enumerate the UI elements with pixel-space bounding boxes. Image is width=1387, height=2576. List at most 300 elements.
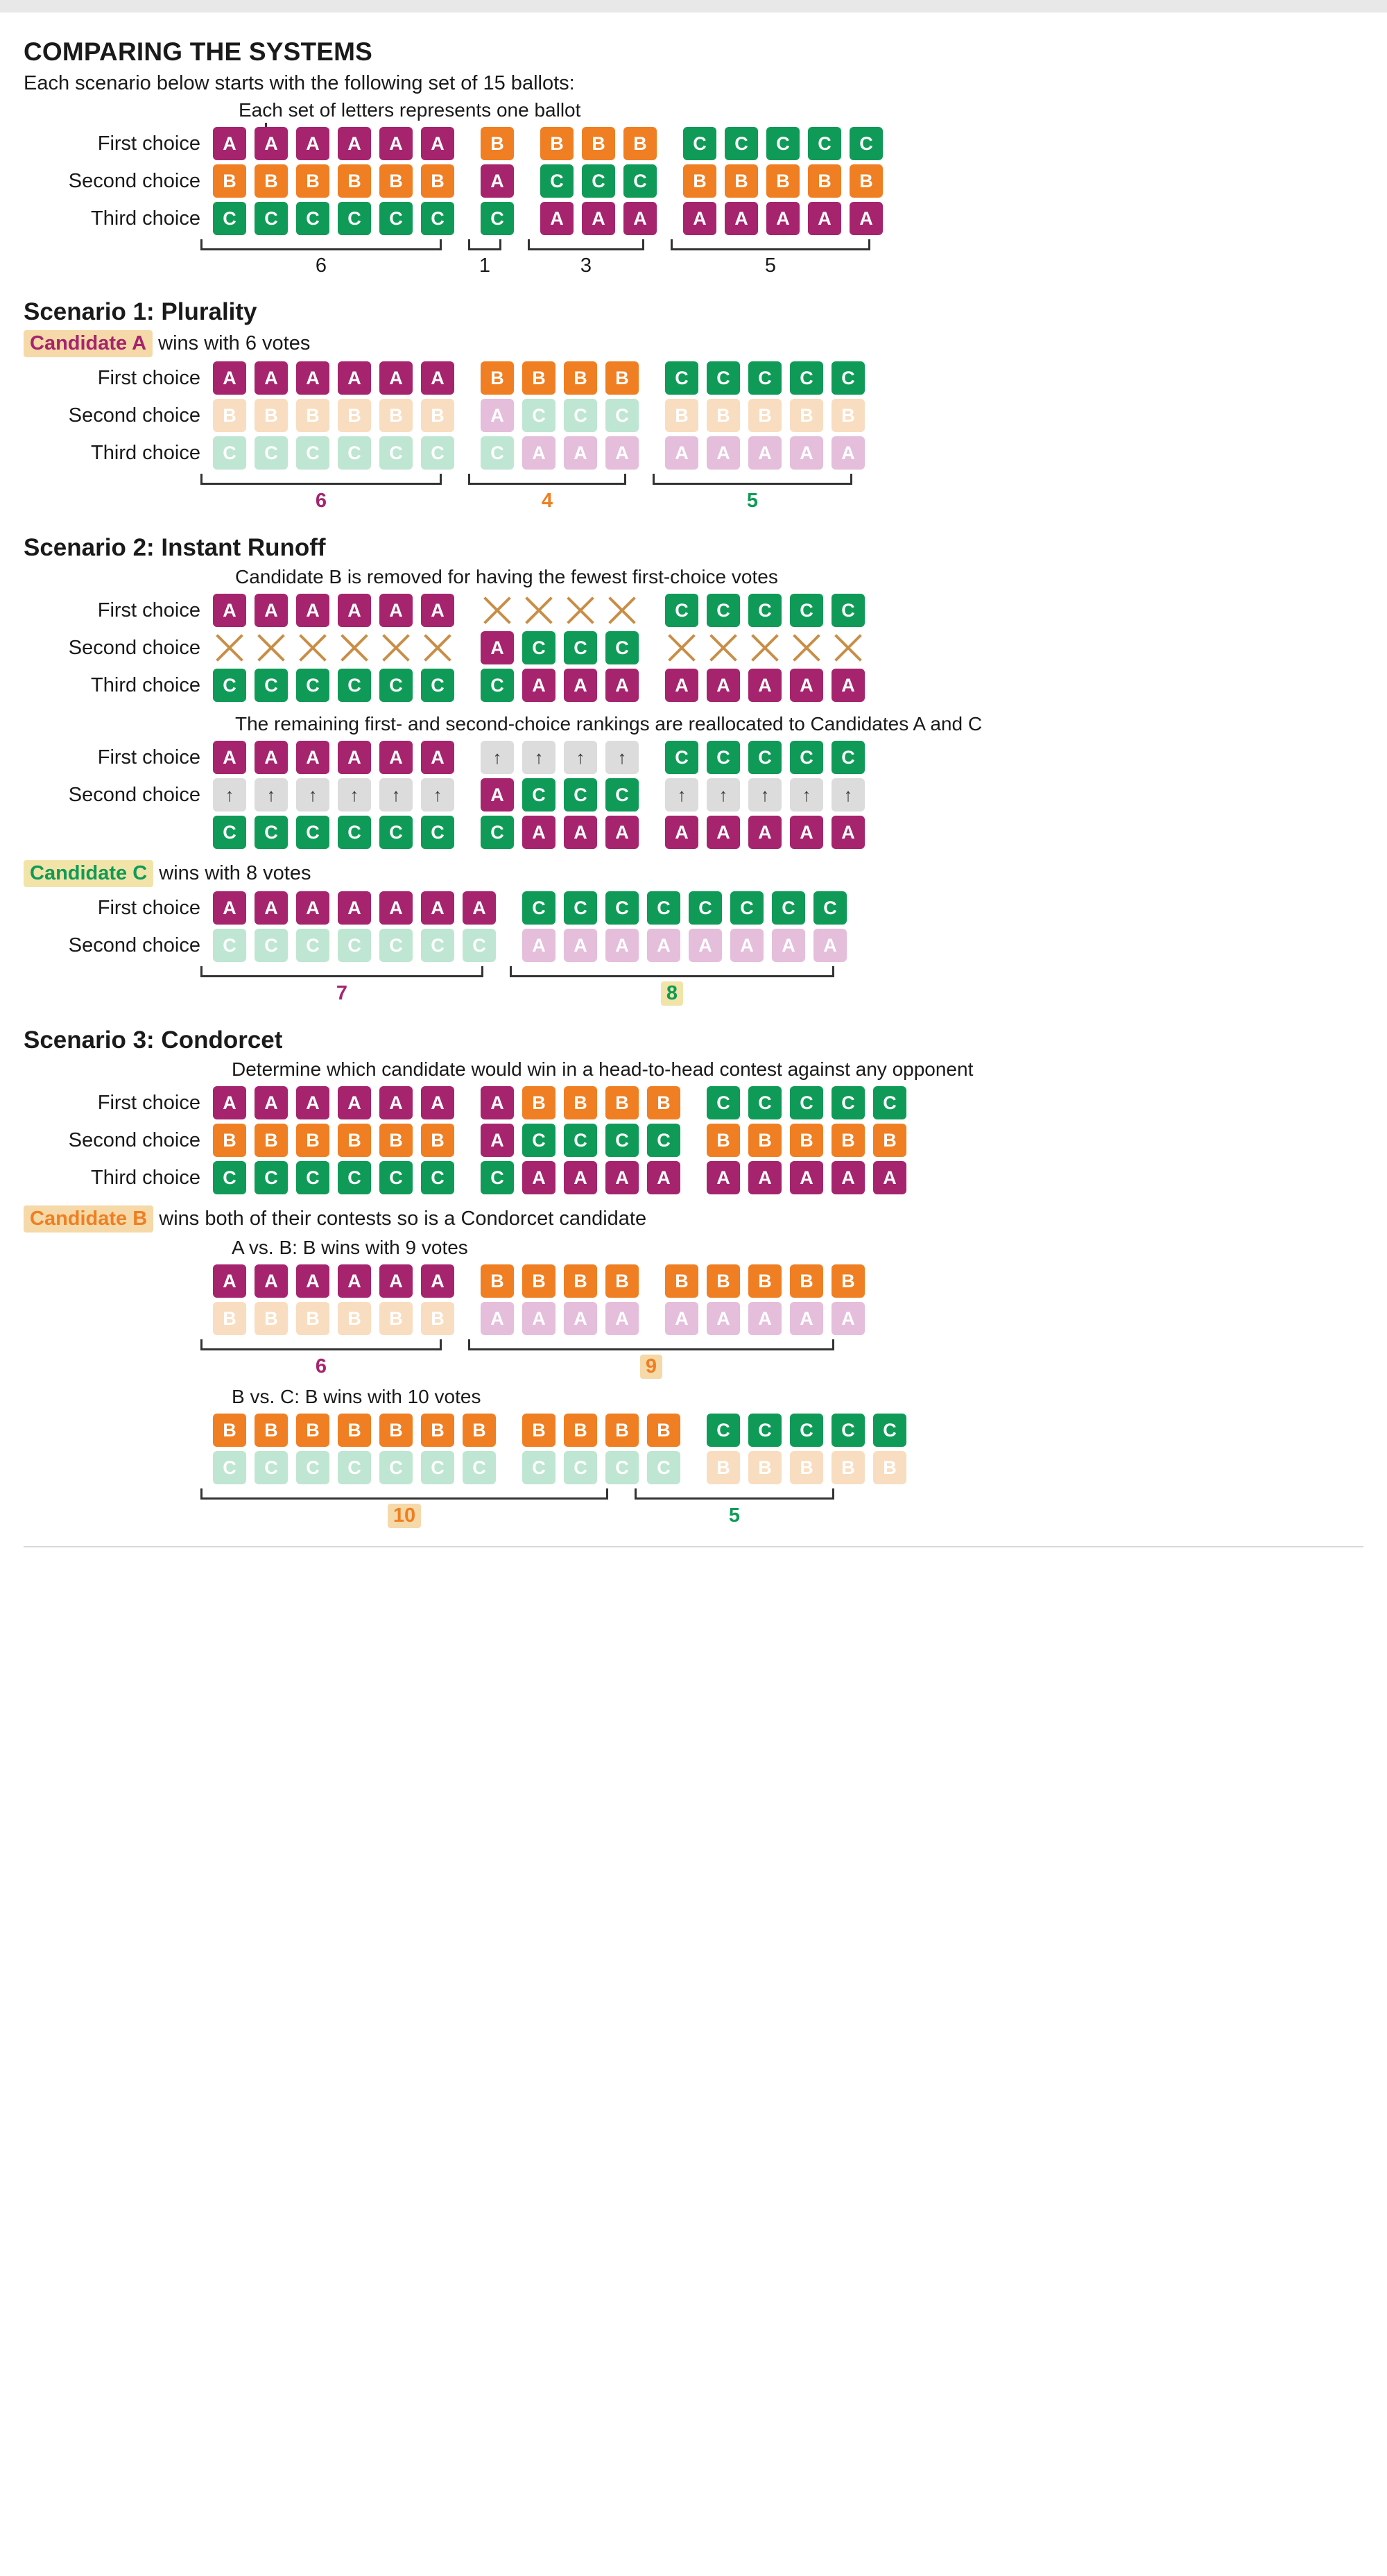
ballot-cell-row bbox=[213, 1086, 915, 1119]
ballot-cell-row bbox=[213, 1302, 873, 1335]
ballot-cell: C bbox=[379, 816, 413, 849]
ballot-cell: C bbox=[522, 891, 555, 925]
ballot-cell-row bbox=[213, 778, 873, 812]
bracket-line bbox=[468, 1339, 834, 1350]
ballot-cell: C bbox=[832, 1086, 865, 1119]
ballot-cell: C bbox=[748, 741, 782, 774]
ballot-cell: A bbox=[463, 891, 496, 925]
third-choice-row bbox=[24, 669, 1363, 702]
bracket-line bbox=[468, 239, 501, 250]
ballot-cell-row bbox=[213, 816, 873, 849]
removed-x-icon bbox=[522, 594, 555, 627]
ballot-cell: C bbox=[213, 436, 246, 470]
ballot-cell: A bbox=[296, 127, 329, 160]
ballot-cell: A bbox=[683, 202, 716, 235]
ballot-cell: C bbox=[808, 127, 841, 160]
ballot-cell: A bbox=[421, 594, 454, 627]
ballot-cell: C bbox=[605, 1451, 639, 1484]
ballot-cell: B bbox=[605, 1414, 639, 1447]
bracket-count-chip: 4 bbox=[541, 490, 553, 512]
ballot-cell: B bbox=[338, 1302, 371, 1335]
ballot-cell: A bbox=[850, 202, 883, 235]
ballot-cell: A bbox=[481, 1086, 514, 1119]
removed-x-icon bbox=[338, 631, 371, 664]
ballot-cell: A bbox=[421, 361, 454, 395]
ballot-cell: C bbox=[790, 741, 823, 774]
ballot-cell: B bbox=[850, 164, 883, 198]
ballot-cell: C bbox=[379, 1451, 413, 1484]
bracket-count: 5 bbox=[764, 255, 777, 277]
ballot-cell: B bbox=[421, 399, 454, 432]
ballot-cell: C bbox=[338, 1161, 371, 1194]
bracket-count bbox=[310, 489, 332, 513]
bracket-count bbox=[661, 981, 683, 1006]
ballot-cell: C bbox=[522, 399, 555, 432]
bracket-group bbox=[510, 966, 834, 1006]
scenario-2-step1-block bbox=[24, 594, 1363, 702]
ballot-cell: A bbox=[813, 929, 847, 962]
ballot-cell: A bbox=[522, 1302, 555, 1335]
ballot-cell: A bbox=[379, 361, 413, 395]
ballot-cell: B bbox=[522, 1414, 555, 1447]
ballot-cell: A bbox=[379, 127, 413, 160]
bracket-group bbox=[468, 239, 501, 277]
ballot-cell: C bbox=[213, 929, 246, 962]
arrow-up-icon: ↑ bbox=[522, 741, 555, 774]
arrow-up-icon: ↑ bbox=[564, 741, 597, 774]
ballot-cell: A bbox=[481, 631, 514, 664]
arrow-up-icon: ↑ bbox=[605, 741, 639, 774]
removed-x-icon bbox=[379, 631, 413, 664]
contest-2-note: B vs. C: B wins with 10 votes bbox=[232, 1386, 481, 1407]
ballot-cell: A bbox=[707, 436, 740, 470]
ballot-cell: C bbox=[873, 1086, 906, 1119]
contest-1-note: A vs. B: B wins with 9 votes bbox=[232, 1237, 468, 1258]
ballot-cell: C bbox=[213, 202, 246, 235]
row-label: Third choice bbox=[91, 1166, 200, 1189]
ballot-cell: A bbox=[707, 1302, 740, 1335]
bracket-group bbox=[200, 1488, 608, 1528]
bracket-count: 1 bbox=[479, 255, 491, 277]
ballot-cell: A bbox=[338, 1264, 371, 1298]
ballot-cell-row bbox=[213, 929, 855, 962]
ballot-cell: A bbox=[605, 1161, 639, 1194]
ballot-cell: B bbox=[421, 1414, 454, 1447]
ballot-cell: B bbox=[647, 1086, 680, 1119]
bracket-count bbox=[723, 1504, 746, 1528]
arrow-up-icon: ↑ bbox=[748, 778, 782, 812]
ballot-cell: C bbox=[213, 816, 246, 849]
ballot-cell: B bbox=[540, 127, 574, 160]
first-choice-row bbox=[24, 127, 1363, 160]
third-choice-row bbox=[24, 436, 1363, 470]
ballot-cell: A bbox=[748, 1161, 782, 1194]
ballot-cell: C bbox=[379, 1161, 413, 1194]
ballot-cell: A bbox=[790, 816, 823, 849]
ballot-cell: A bbox=[564, 929, 597, 962]
intro-ballot-block bbox=[24, 127, 1363, 277]
ballot-cell: C bbox=[707, 741, 740, 774]
ballot-cell: B bbox=[522, 1086, 555, 1119]
ballot-cell: B bbox=[379, 1124, 413, 1157]
ballot-cell: A bbox=[707, 669, 740, 702]
arrow-up-icon: ↑ bbox=[707, 778, 740, 812]
ballot-cell: C bbox=[421, 1161, 454, 1194]
ballot-cell: C bbox=[379, 669, 413, 702]
ballot-cell: C bbox=[605, 631, 639, 664]
ballot-cell: A bbox=[338, 891, 371, 925]
bracket-group bbox=[528, 239, 644, 277]
ballot-cell: A bbox=[379, 594, 413, 627]
ballot-cell: A bbox=[665, 436, 698, 470]
ballot-cell: B bbox=[683, 164, 716, 198]
ballot-cell: B bbox=[213, 1302, 246, 1335]
ballot-cell: B bbox=[296, 1124, 329, 1157]
ballot-cell: B bbox=[707, 1451, 740, 1484]
ballot-cell: A bbox=[379, 1086, 413, 1119]
row-label: Second choice bbox=[68, 934, 200, 956]
ballot-cell-row bbox=[213, 741, 873, 774]
ballot-cell: B bbox=[665, 399, 698, 432]
ballot-cell: A bbox=[605, 436, 639, 470]
removed-x-icon bbox=[213, 631, 246, 664]
ballot-cell: C bbox=[582, 164, 615, 198]
ballot-cell: B bbox=[379, 1302, 413, 1335]
winner-chip-c: Candidate C bbox=[24, 860, 153, 887]
ballot-cell: A bbox=[707, 1161, 740, 1194]
row-label: First choice bbox=[97, 746, 200, 768]
second-choice-row bbox=[24, 1124, 1363, 1157]
ballot-cell-row bbox=[213, 594, 873, 627]
ballot-cell: B bbox=[790, 1264, 823, 1298]
bracket-count bbox=[310, 1355, 332, 1379]
scenario-1-winner-callout bbox=[24, 330, 1363, 357]
ballot-cell-row bbox=[213, 1264, 873, 1298]
row-label: First choice bbox=[97, 599, 200, 621]
scenario-3-winner-callout bbox=[24, 1205, 1363, 1233]
ballot-cell: B bbox=[790, 1451, 823, 1484]
ballot-cell: C bbox=[296, 202, 329, 235]
ballot-cell: C bbox=[522, 1451, 555, 1484]
ballot-cell: C bbox=[255, 436, 288, 470]
ballot-cell-row bbox=[213, 127, 891, 160]
bracket-group-holder bbox=[200, 1488, 834, 1528]
ballot-cell: A bbox=[605, 816, 639, 849]
bracket-line bbox=[510, 966, 834, 977]
ballot-cell: B bbox=[338, 399, 371, 432]
ballot-cell: B bbox=[564, 1264, 597, 1298]
ballot-cell: B bbox=[564, 1414, 597, 1447]
bracket-group bbox=[200, 239, 442, 277]
ballot-cell: C bbox=[421, 929, 454, 962]
ballot-cell: C bbox=[748, 1086, 782, 1119]
ballot-cell: A bbox=[255, 1264, 288, 1298]
ballot-cell: A bbox=[481, 399, 514, 432]
ballot-cell: A bbox=[725, 202, 758, 235]
bracket-count-chip: 9 bbox=[640, 1355, 662, 1379]
third-choice-row bbox=[24, 1161, 1363, 1194]
ballot-cell: A bbox=[772, 929, 805, 962]
second-choice-row bbox=[24, 929, 1363, 962]
ballot-cell: C bbox=[463, 1451, 496, 1484]
ballot-cell: A bbox=[421, 127, 454, 160]
ballot-cell: B bbox=[522, 1264, 555, 1298]
bracket-line bbox=[653, 474, 852, 485]
ballot-cell: A bbox=[338, 741, 371, 774]
bracket-group-holder bbox=[200, 1339, 834, 1379]
scenario-2-step2-block bbox=[24, 741, 1363, 849]
ballot-cell: A bbox=[522, 1161, 555, 1194]
ballot-cell: A bbox=[213, 594, 246, 627]
ballot-cell: B bbox=[766, 164, 800, 198]
ballot-cell: B bbox=[832, 1264, 865, 1298]
ballot-cell: C bbox=[296, 1451, 329, 1484]
winner-text-1: wins with 6 votes bbox=[153, 332, 311, 354]
second-choice-row bbox=[24, 1451, 1363, 1484]
row-label: Second choice bbox=[68, 636, 200, 659]
ballot-cell: C bbox=[338, 669, 371, 702]
ballot-cell: C bbox=[790, 361, 823, 395]
ballot-cell: C bbox=[725, 127, 758, 160]
ballot-cell: B bbox=[296, 164, 329, 198]
ballot-cell-row bbox=[213, 631, 873, 664]
first-choice-row bbox=[24, 594, 1363, 627]
ballot-cell: B bbox=[665, 1264, 698, 1298]
scenario-2-title: Scenario 2: Instant Runoff bbox=[24, 534, 326, 561]
ballot-cell-row bbox=[213, 891, 855, 925]
bracket-count-chip: 5 bbox=[728, 1504, 741, 1527]
ballot-cell: B bbox=[707, 1124, 740, 1157]
arrow-up-icon: ↑ bbox=[338, 778, 371, 812]
ballot-cell: C bbox=[338, 436, 371, 470]
ballot-cell: B bbox=[564, 1086, 597, 1119]
bracket-count-chip: 10 bbox=[388, 1504, 421, 1528]
bracket-row bbox=[24, 239, 1363, 277]
ballot-cell: B bbox=[707, 1264, 740, 1298]
first-choice-row bbox=[24, 891, 1363, 925]
bracket-count-chip: 6 bbox=[315, 1355, 327, 1377]
ballot-cell: A bbox=[564, 436, 597, 470]
bracket-line bbox=[200, 966, 483, 977]
ballot-cell: A bbox=[213, 1264, 246, 1298]
row-label: First choice bbox=[97, 366, 200, 389]
ballot-cell: C bbox=[338, 1451, 371, 1484]
ballot-cell-row bbox=[213, 164, 891, 198]
bracket-group-holder bbox=[200, 239, 870, 277]
arrow-up-icon: ↑ bbox=[832, 778, 865, 812]
ballot-cell: C bbox=[683, 127, 716, 160]
ballot-cell: C bbox=[832, 1414, 865, 1447]
row-label: Third choice bbox=[91, 207, 200, 230]
ballot-cell: B bbox=[790, 399, 823, 432]
ballot-cell: A bbox=[790, 669, 823, 702]
ballot-cell: C bbox=[665, 361, 698, 395]
ballot-cell: A bbox=[605, 929, 639, 962]
ballot-cell: C bbox=[564, 778, 597, 812]
row-label: Second choice bbox=[68, 1128, 200, 1151]
second-choice-row bbox=[24, 631, 1363, 664]
ballot-cell: A bbox=[564, 1302, 597, 1335]
ballot-cell: C bbox=[379, 929, 413, 962]
ballot-cell: C bbox=[790, 1086, 823, 1119]
bracket-line bbox=[200, 1339, 442, 1350]
removed-x-icon bbox=[564, 594, 597, 627]
removed-x-icon bbox=[605, 594, 639, 627]
first-choice-row bbox=[24, 1264, 1363, 1298]
ballot-cell: A bbox=[213, 1086, 246, 1119]
pointer-label: Each set of letters represents one ballot bbox=[239, 99, 581, 121]
ballot-cell: B bbox=[873, 1124, 906, 1157]
ballot-cell: C bbox=[255, 1161, 288, 1194]
ballot-cell: C bbox=[463, 929, 496, 962]
ballot-cell: B bbox=[748, 1451, 782, 1484]
bracket-line bbox=[671, 239, 870, 250]
ballot-cell: A bbox=[379, 891, 413, 925]
ballot-cell: A bbox=[255, 891, 288, 925]
ballot-cell: A bbox=[481, 1124, 514, 1157]
row-label: Second choice bbox=[68, 169, 200, 192]
ballot-cell: A bbox=[379, 741, 413, 774]
ballot-cell: A bbox=[665, 816, 698, 849]
ballot-cell: B bbox=[338, 1414, 371, 1447]
ballot-cell: C bbox=[213, 669, 246, 702]
ballot-cell: A bbox=[296, 741, 329, 774]
ballot-cell: B bbox=[213, 1414, 246, 1447]
ballot-cell: B bbox=[296, 1414, 329, 1447]
arrow-up-icon: ↑ bbox=[421, 778, 454, 812]
ballot-cell-row bbox=[213, 1414, 915, 1447]
ballot-cell: B bbox=[790, 1124, 823, 1157]
ballot-pointer-note bbox=[24, 99, 1363, 127]
ballot-cell: C bbox=[665, 594, 698, 627]
bracket-row bbox=[24, 474, 1363, 513]
ballot-cell: B bbox=[605, 361, 639, 395]
ballot-cell: C bbox=[255, 202, 288, 235]
page-subtitle: Each scenario below starts with the following set of 15 ballots: bbox=[24, 72, 575, 94]
ballot-cell: A bbox=[748, 1302, 782, 1335]
winner-chip-a: Candidate A bbox=[24, 330, 153, 357]
ballot-cell: A bbox=[647, 1161, 680, 1194]
arrow-up-icon: ↑ bbox=[255, 778, 288, 812]
ballot-cell: C bbox=[707, 1086, 740, 1119]
bracket-row bbox=[24, 1488, 1363, 1528]
ballot-cell: A bbox=[296, 361, 329, 395]
ballot-cell: C bbox=[605, 891, 639, 925]
ballot-cell: B bbox=[421, 164, 454, 198]
ballot-cell: A bbox=[522, 436, 555, 470]
arrow-up-icon: ↑ bbox=[296, 778, 329, 812]
ballot-cell: A bbox=[296, 594, 329, 627]
ballot-cell: B bbox=[379, 399, 413, 432]
ballot-cell: B bbox=[213, 1124, 246, 1157]
bracket-group bbox=[635, 1488, 834, 1528]
bracket-count-chip: 7 bbox=[336, 982, 348, 1004]
ballot-cell: C bbox=[522, 1124, 555, 1157]
ballot-cell-row bbox=[213, 1124, 915, 1157]
bracket-group-holder bbox=[200, 474, 852, 513]
ballot-cell: A bbox=[338, 1086, 371, 1119]
ballot-cell: C bbox=[707, 361, 740, 395]
ballot-cell: C bbox=[481, 202, 514, 235]
arrow-up-icon: ↑ bbox=[213, 778, 246, 812]
ballot-cell: C bbox=[564, 1451, 597, 1484]
removed-x-icon bbox=[832, 631, 865, 664]
ballot-cell: B bbox=[582, 127, 615, 160]
ballot-cell-row bbox=[213, 399, 873, 432]
ballot-cell: B bbox=[832, 399, 865, 432]
ballot-cell: A bbox=[540, 202, 574, 235]
ballot-cell: C bbox=[564, 1124, 597, 1157]
ballot-cell: C bbox=[564, 399, 597, 432]
ballot-cell: A bbox=[421, 741, 454, 774]
removed-x-icon bbox=[421, 631, 454, 664]
ballot-cell: A bbox=[421, 1086, 454, 1119]
ballot-cell: C bbox=[338, 929, 371, 962]
bracket-group bbox=[468, 1339, 834, 1379]
first-choice-row bbox=[24, 741, 1363, 774]
bracket-line bbox=[468, 474, 626, 485]
removed-x-icon bbox=[665, 631, 698, 664]
removed-x-icon bbox=[255, 631, 288, 664]
bracket-count-chip: 6 bbox=[315, 490, 327, 512]
ballot-cell: A bbox=[790, 1161, 823, 1194]
ballot-cell: C bbox=[832, 361, 865, 395]
ballot-cell: C bbox=[748, 594, 782, 627]
bracket-count bbox=[331, 981, 353, 1006]
ballot-cell: C bbox=[605, 778, 639, 812]
ballot-cell: B bbox=[213, 164, 246, 198]
ballot-cell: C bbox=[296, 816, 329, 849]
ballot-cell-row bbox=[213, 1161, 915, 1194]
ballot-cell-row bbox=[213, 202, 891, 235]
winner-text-3: wins both of their contests so is a Condorcet candidate bbox=[153, 1208, 647, 1230]
ballot-cell: C bbox=[296, 1161, 329, 1194]
scenario-3-title: Scenario 3: Condorcet bbox=[24, 1027, 283, 1054]
ballot-cell-row bbox=[213, 361, 873, 395]
ballot-cell: B bbox=[522, 361, 555, 395]
row-label: First choice bbox=[97, 1091, 200, 1114]
ballot-cell: A bbox=[582, 202, 615, 235]
ballot-cell: A bbox=[647, 929, 680, 962]
ballot-cell: C bbox=[481, 669, 514, 702]
ballot-cell: B bbox=[296, 399, 329, 432]
ballot-cell: C bbox=[296, 929, 329, 962]
bracket-group bbox=[200, 1339, 442, 1379]
ballot-cell: B bbox=[564, 361, 597, 395]
ballot-cell: A bbox=[213, 127, 246, 160]
ballot-cell: A bbox=[338, 594, 371, 627]
ballot-cell: A bbox=[790, 436, 823, 470]
ballot-cell: A bbox=[338, 127, 371, 160]
ballot-cell: A bbox=[421, 891, 454, 925]
first-choice-row bbox=[24, 1414, 1363, 1447]
ballot-cell: A bbox=[338, 361, 371, 395]
ballot-cell: C bbox=[707, 594, 740, 627]
ballot-cell: C bbox=[379, 202, 413, 235]
ballot-cell: B bbox=[481, 361, 514, 395]
ballot-cell: A bbox=[748, 816, 782, 849]
ballot-cell: B bbox=[623, 127, 657, 160]
bracket-row bbox=[24, 1339, 1363, 1379]
ballot-cell: A bbox=[623, 202, 657, 235]
bracket-count bbox=[640, 1355, 662, 1379]
first-choice-row bbox=[24, 1086, 1363, 1119]
ballot-cell: A bbox=[832, 1161, 865, 1194]
ballot-cell: C bbox=[748, 1414, 782, 1447]
second-choice-row bbox=[24, 399, 1363, 432]
bracket-line bbox=[200, 474, 442, 485]
ballot-cell: C bbox=[647, 1124, 680, 1157]
